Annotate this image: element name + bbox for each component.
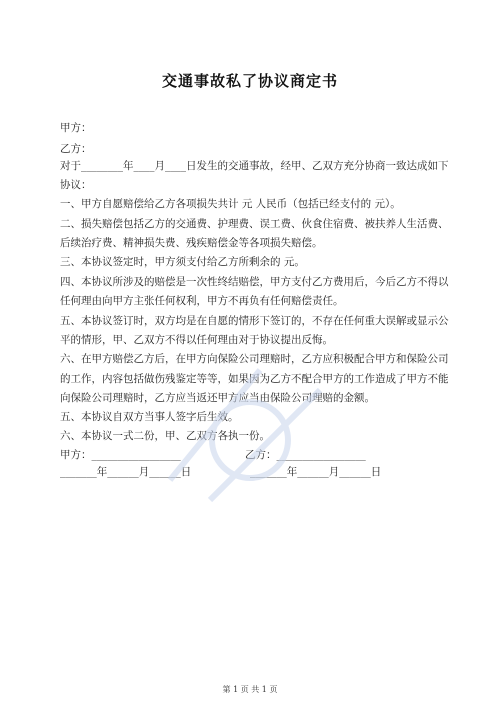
clause-5-line-2: 平的情形，甲、乙双方不得以任何理由对于协议提出反悔。 <box>60 334 333 346</box>
clause-1: 一、甲方自愿赔偿给乙方各项损失共计 元 人民币（包括已经支付的 元）。 <box>60 198 401 210</box>
clause-8: 六、本协议一式二份，甲、乙双方各执一份。 <box>60 430 270 442</box>
clause-5-line-1: 五、本协议签订时，双方均是在自愿的情形下签订的，不存在任何重大误解或显示公 <box>60 315 449 327</box>
signature-party-b: 乙方：_________________ <box>245 449 366 461</box>
document-title: 交通事故私了协议商定书 <box>161 72 338 90</box>
date-party-b: _______年______月______日 <box>250 466 382 478</box>
date-party-a: _______年______月______日 <box>60 466 192 478</box>
clause-3: 三、本协议签定时，甲方须支付给乙方所剩余的 元。 <box>60 256 305 268</box>
signature-party-a: 甲方：_________________ <box>60 449 181 461</box>
page-footer: 第 1 页 共 1 页 <box>222 685 278 694</box>
party-a-label: 甲方： <box>60 122 92 134</box>
clause-4-line-2: 任何理由向甲方主张任何权利，甲方不再负有任何赔偿责任。 <box>60 295 344 307</box>
clause-6-line-2: 的工作，内容包括做伤残鉴定等等，如果因为乙方不配合甲方的工作造成了甲方不能 <box>60 373 449 385</box>
clause-7: 五、本协议自双方当事人签字后生效。 <box>60 411 239 423</box>
clause-6-line-1: 六、在甲方赔偿乙方后，在甲方向保险公司理赔时，乙方应积极配合甲方和保险公司 <box>60 353 449 365</box>
intro-line-1: 对于________年____月____日发生的交通事故，经甲、乙双方充分协商一致达成如下 <box>60 160 449 172</box>
clause-2-line-2: 后续治疗费、精神损失费、残疾赔偿金等各项损失赔偿。 <box>60 237 323 249</box>
clause-4-line-1: 四、本协议所涉及的赔偿是一次性终结赔偿，甲方支付乙方费用后，今后乙方不得以 <box>60 276 449 288</box>
intro-line-2: 协议： <box>60 179 92 191</box>
clause-6-line-3: 向保险公司理赔时，乙方应当返还甲方应当由保险公司理赔的金额。 <box>60 392 375 404</box>
clause-2-line-1: 二、损失赔偿包括乙方的交通费、护理费、误工费、伙食住宿费、被扶养人生活费、 <box>60 218 449 230</box>
party-b-label: 乙方： <box>60 143 92 155</box>
